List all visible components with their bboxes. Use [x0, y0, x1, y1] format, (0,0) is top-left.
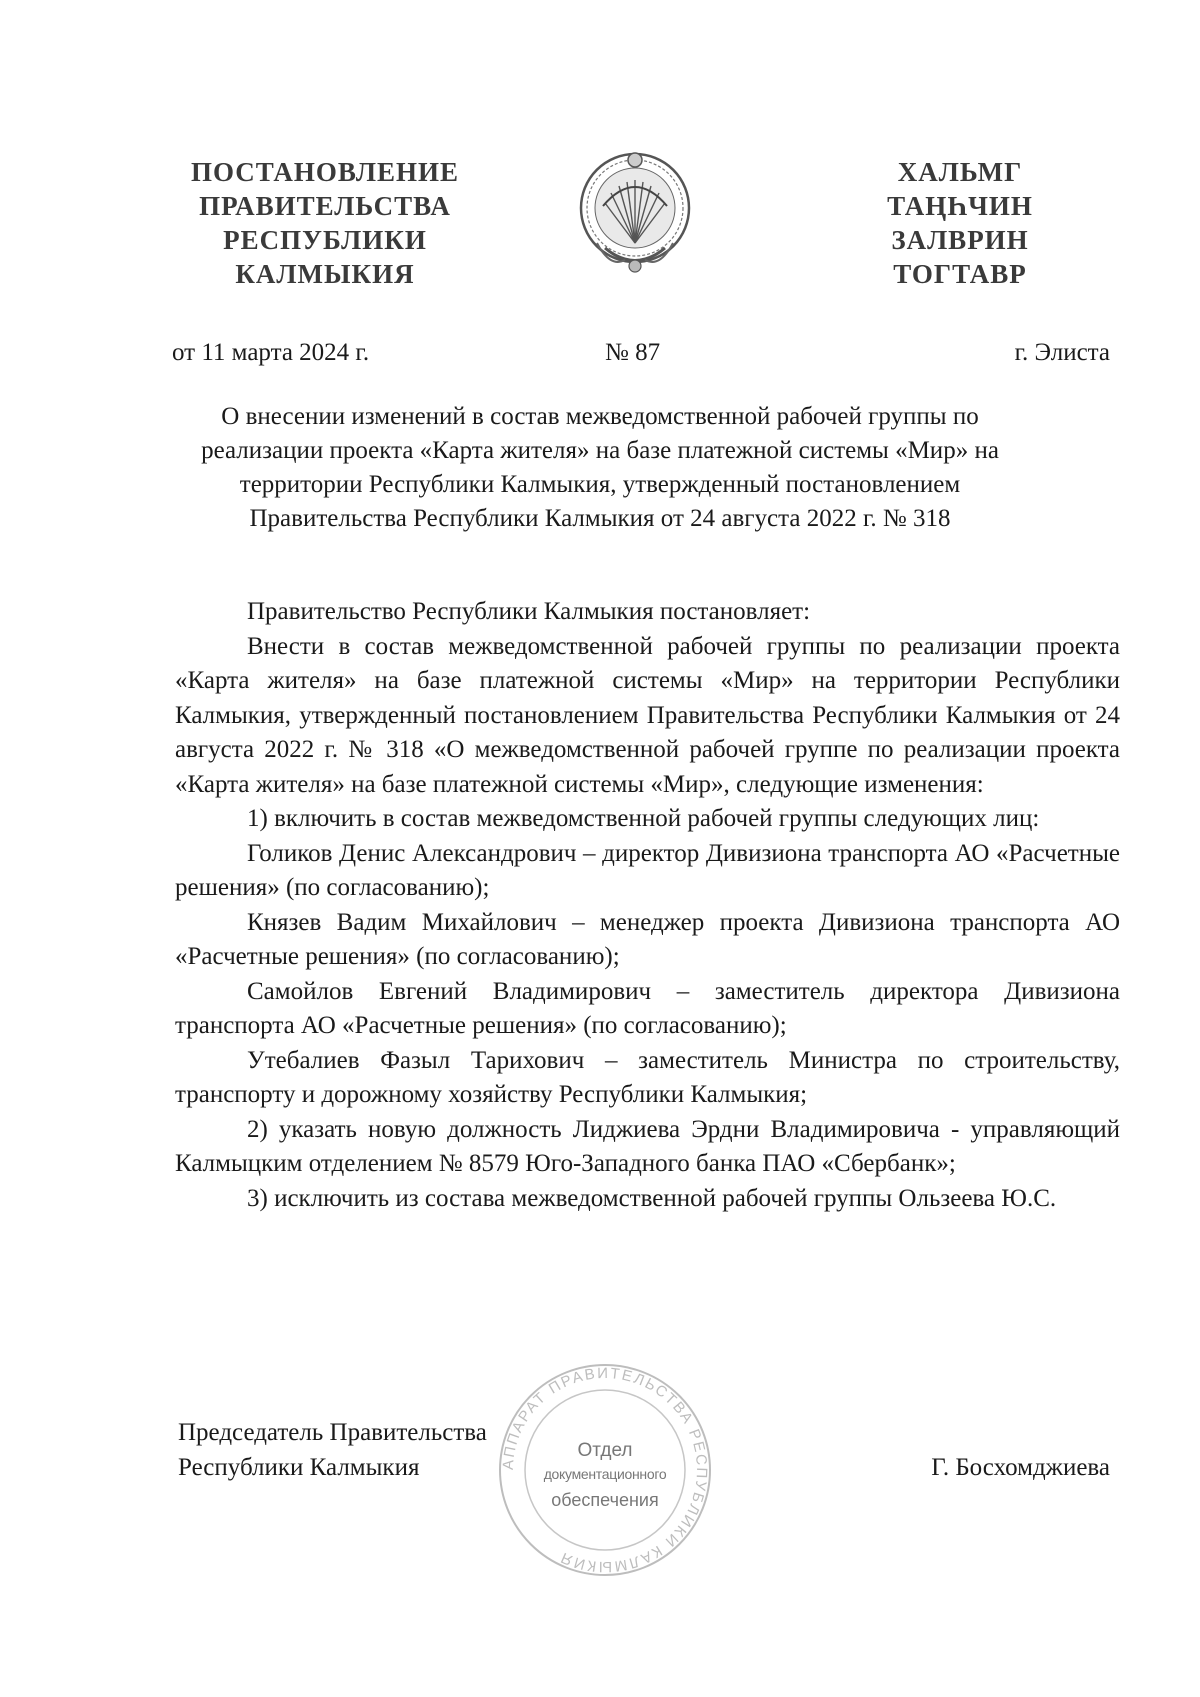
body-paragraph: 3) исключить из состава межведомственной рабочей группы Ользеева Ю.С. [247, 1184, 1057, 1212]
stamp-center-line: Отдел [577, 1440, 633, 1461]
body-paragraph: 1) включить в состав межведомственной рабочей группы следующих лиц: [247, 805, 1040, 832]
body-paragraph: 2) указать новую должность Лиджиева Эрдни Владимировича - управляющий Калмыцким отделением № 8579 Юго-Западного банка ПАО «Сбербанк»; [175, 1115, 1120, 1177]
document-city: г. Элиста [1014, 339, 1110, 366]
body-paragraph: Князев Вадим Михайлович – менеджер проекта Дивизиона транспорта АО «Расчетные решения» (по согласованию); [175, 908, 1120, 970]
title-line: реализации проекта «Карта жителя» на базе платежной системы «Мир» на [201, 437, 999, 464]
body-paragraph: Внести в состав межведомственной рабочей группы по реализации проекта «Карта жителя» на базе платежной системы «Мир» на территории Республики Калмыкия, утвержденный постановлением Правительства Республики Калмыкия от 24 августа 2022 г. № 318 «О межведомственной рабочей группе по реализации проекта «Карта жителя» на базе платежной системы «Мир», следующие изменения: [175, 632, 1120, 798]
title-line: территории Республики Калмыкия, утвержденный постановлением [239, 471, 961, 498]
header-right-line: ТАҢҺЧИН [887, 191, 1033, 221]
body-paragraph: Самойлов Евгений Владимирович – заместитель директора Дивизиона транспорта АО «Расчетные решения» (по согласованию); [175, 977, 1120, 1039]
document-number: № 87 [605, 339, 661, 366]
header-right-kalmyk [860, 155, 1060, 291]
signatory-name: Г. Босхомджиева [931, 1454, 1110, 1481]
body-paragraph: Голиков Денис Александрович – директор Дивизиона транспорта АО «Расчетные решения» (по согласованию); [175, 839, 1120, 901]
header-left-line: ПРАВИТЕЛЬСТВА [199, 191, 451, 221]
stamp-ring-text: АППАРАТ ПРАВИТЕЛЬСТВА РЕСПУБЛИКИ КАЛМЫКИЯ [499, 1364, 711, 1576]
body-paragraph: Правительство Республики Калмыкия постановляет: [247, 598, 811, 625]
document-body [175, 595, 1120, 1216]
header-left-line: ПОСТАНОВЛЕНИЕ [190, 157, 460, 187]
document-title [150, 400, 1050, 536]
body-paragraph: Утебалиев Фазыл Тарихович – заместитель Министра по строительству, транспорту и дорожному хозяйству Республики Калмыкия; [175, 1046, 1120, 1108]
title-line: Правительства Республики Калмыкия от 24 августа 2022 г. № 318 [249, 505, 951, 532]
stamp-center-line: обеспечения [551, 1490, 659, 1510]
signatory-position-line: Республики Калмыкия [178, 1454, 420, 1481]
title-line: О внесении изменений в состав межведомственной рабочей группы по [221, 403, 979, 430]
header-left-line: РЕСПУБЛИКИ [223, 225, 427, 255]
header-right-line: ХАЛЬМГ [897, 157, 1023, 187]
header-left-line: КАЛМЫКИЯ [235, 259, 415, 289]
header-right-line: ТОГТАВР [893, 259, 1027, 289]
header-left-russian [160, 155, 490, 291]
stamp-center-line: документационного [543, 1466, 667, 1482]
header-right-line: ЗАЛВРИН [891, 225, 1029, 255]
coat-of-arms-emblem [575, 148, 695, 283]
document-date: от 11 марта 2024 г. [172, 339, 370, 366]
signatory-position [178, 1415, 487, 1485]
signatory-position-line: Председатель Правительства [178, 1419, 487, 1446]
